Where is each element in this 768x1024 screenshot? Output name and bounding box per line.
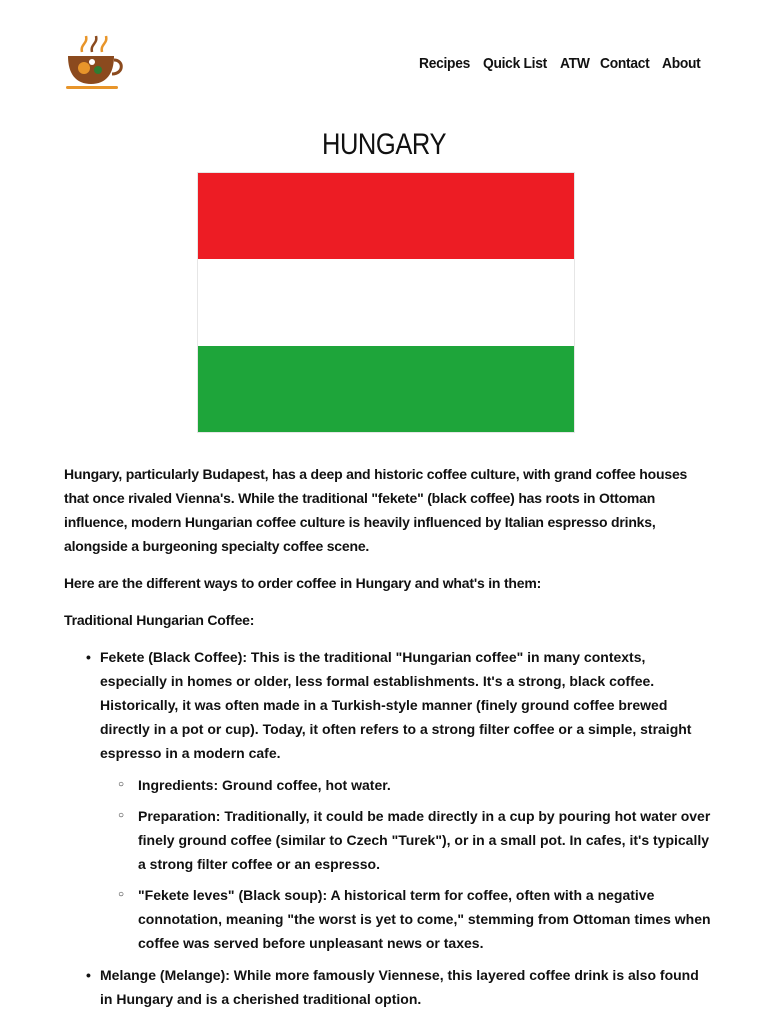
nav-about-link[interactable]: About <box>662 55 701 72</box>
sublist-item-ingredients: ○ Ingredients: Ground coffee, hot water. <box>138 773 714 797</box>
sublist-item-preparation: ○ Preparation: Traditionally, it could be made directly in a cup by pouring hot water over finely ground coffee (similar to Czech "Turek"), or in a small pot. In cafes, it's typically a strong filter coffee or an espresso. <box>138 804 714 876</box>
list-item-melange <box>100 963 714 1011</box>
flag-green-stripe <box>198 346 574 432</box>
main-nav <box>419 55 704 72</box>
fekete-sublist <box>100 773 714 955</box>
nav-quick-list-link[interactable]: Quick List <box>482 55 547 72</box>
article-body <box>64 462 714 1019</box>
flag-red-stripe <box>198 173 574 259</box>
hungary-flag-image <box>197 172 575 433</box>
sublist-item-fekete-leves: ○ "Fekete leves" (Black soup): A historical term for coffee, often with a negative connotation, meaning "the worst is yet to come," stemming from Ottoman times when coffee was served before unpleasant news or taxes. <box>138 883 714 955</box>
nav-atw-link[interactable]: ATW <box>560 55 590 72</box>
intro-paragraph: Hungary, particularly Budapest, has a deep and historic coffee culture, with grand coffee houses that once rivaled Vienna's. While the traditional "fekete" (black coffee) has roots in Ottoman influence, modern Hungarian coffee culture is heavily influenced by Italian espresso drinks, alongside a burgeoning specialty coffee scene. <box>64 466 688 554</box>
flag-white-stripe <box>198 259 574 345</box>
ways-paragraph: Here are the different ways to order coffee in Hungary and what's in them: <box>64 575 542 591</box>
coffee-list <box>64 645 714 1011</box>
coffee-cup-logo-icon[interactable] <box>62 30 128 90</box>
page-title: HUNGARY <box>321 128 447 161</box>
site-header <box>0 0 768 120</box>
list-item-text: Melange (Melange): While more famously Viennese, this layered coffee drink is also found in Hungary and is a cherished traditional option. <box>100 967 699 1007</box>
list-item-fekete <box>100 645 714 955</box>
list-item-text: Fekete (Black Coffee): This is the traditional "Hungarian coffee" in many contexts, especially in homes or older, less formal establishments. It's a strong, black coffee. Historically, it was often made in a Turkish-style manner (finely ground coffee brewed directly in a pot or cup). Today, it often refers to a strong filter coffee or a simple, straight espresso in a modern cafe. <box>100 649 692 761</box>
nav-recipes-link[interactable]: Recipes <box>419 55 471 72</box>
nav-contact-link[interactable]: Contact <box>600 55 650 72</box>
section-heading: Traditional Hungarian Coffee: <box>64 612 255 628</box>
